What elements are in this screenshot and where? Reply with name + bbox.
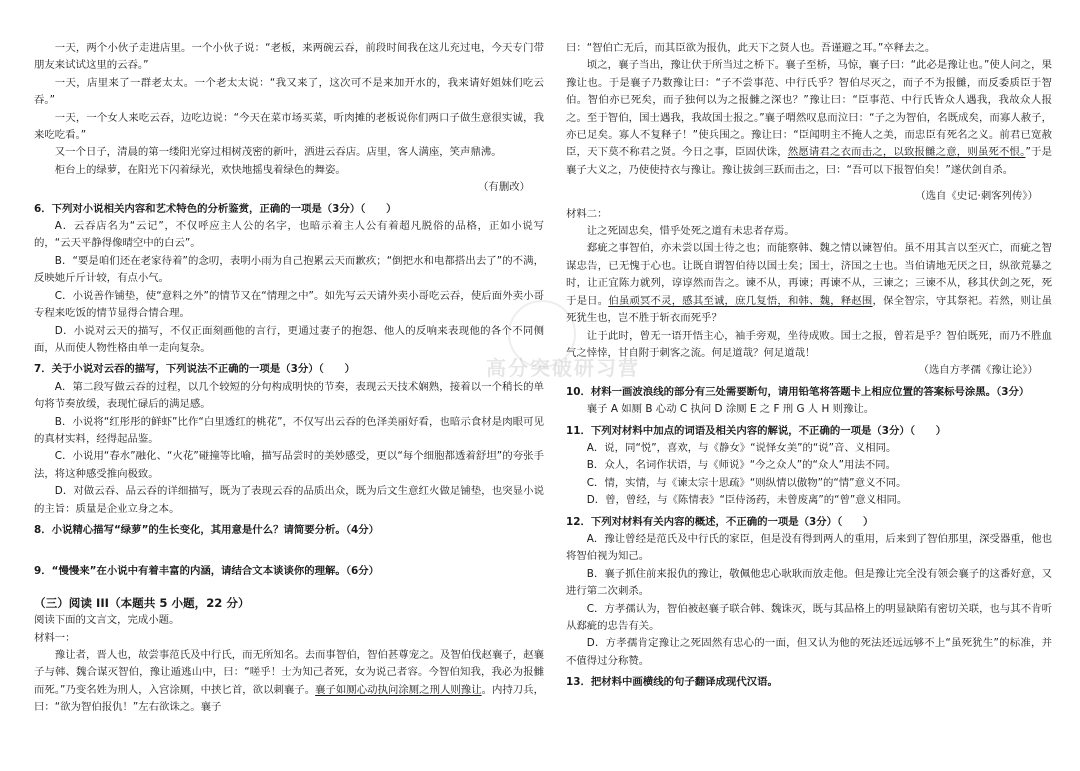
question-6-option-b: B．“要是咱们还在老家待着”的念叨，表明小雨为自己抱累云天而歉疚；“倒把水和电都搭出去了”的不满，反映她斤斤计较，有点小气。 [34,254,544,285]
left-column [34,40,544,717]
question-6-option-a: A．云吞店名为“云记”，不仅呼应主人公的名字，也暗示着主人公有着超凡脱俗的品格，正如小说写的，“云天平静得像晴空中的白云”。 [34,220,544,250]
underlined-sentence-1: 然愿请君之衣而击之，以致报雠之意，则虽死不恨。 [787,146,1026,159]
question-12-option-d: D．方孝孺肯定豫让之死固然有忠心的一面，但又认为他的死法还远远够不上“虽死犹生”的标准，并不值得过分称赞。 [566,637,1052,667]
story-paragraph: 一天，一个女人来吃云吞，边吃边说：“今天在菜市场买菜，听肉摊的老板说你们两口子做生意很实诚，我来吃吃看。” [34,111,544,142]
question-12-stem: 12．下列对材料有关内容的概述，不正确的一项是（3分）（ ） [566,515,874,528]
material-1-para2-after: ”于是襄子大义之，乃使使持衣与豫让。豫让拔剑三跃而击之，曰：“吾可以下报智伯矣！”遂伏剑自杀。 [566,146,1052,176]
question-6-option-c: C．小说善作铺垫，使“意料之外”的情节又在“情理之中”。如先写云天请外卖小哥吃云吞，使后面外卖小哥专程来吃饭的情节显得合情合理。 [34,289,544,320]
question-7-option-d: D．对做云吞、品云吞的详细描写，既为了表现云吞的品质出众，既为后文生意红火做足铺垫，也突显小说的主旨：质量是企业立身之本。 [34,485,544,515]
question-11-option-c: C．情，实情，与《谏太宗十思疏》“则纵情以傲物”的“情”意义不同。 [586,476,907,489]
question-9: 9．“慢慢来”在小说中有着丰富的内涵，请结合文本谈谈你的理解。（6分） [34,565,380,578]
watermark-text: 高分突破研习营 [486,356,640,380]
material-1-continued: 曰：“智伯亡无后，而其臣欲为报仇，此天下之贤人也。吾谨避之耳。”卒释去之。 [566,42,936,54]
question-12-option-a: A．豫让曾经是范氏及中行氏的家臣，但是没有得到两人的重用，后来到了智伯那里，深受器重，他也将智伯视为知己。 [566,532,1052,563]
material-1-text-after: 。内持刀兵，曰：“欲为智伯报仇！”左右欲诛之。襄子 [34,683,545,714]
material-1-text [34,647,544,717]
question-7-option-b: B．小说将“红彤彤的鲜虾”比作“白里透红的桃花”，不仅写出云吞的色泽美丽好看，也暗示食材是肉眼可见的真材实料，经得起品鉴。 [34,415,544,445]
question-13: 13．把材料中画横线的句子翻译成现代汉语。 [566,676,778,689]
story-paragraph: 一天，两个小伙子走进店里。一个小伙子说：“老板，来两碗云吞，前段时间我在这儿充过电，今天专门带朋友来试试这里的云吞。” [34,42,544,72]
question-7-option-c: C．小说用“春水”融化、“火花”碰撞等比喻，描写品尝时的美妙感受，更以“每个细胞都透着舒坦”的夸张手法，将这种感受推向极致。 [34,450,544,480]
question-8: 8．小说精心描写“绿萝”的生长变化，其用意是什么？请简要分析。（4分） [34,523,380,536]
question-12-option-c: C．方孝孺认为，智伯被赵襄子联合韩、魏诛灭，既与其品格上的明显缺陷有密切关联，也与其不肯听从郄疵的忠告有关。 [566,602,1052,632]
question-11-stem: 11．下列对材料中加点的词语及相关内容的解说，不正确的一项是（3分）（ ） [566,424,947,437]
material-2-para2-before: 郄疵之事智伯，亦未尝以国士待之也；而能察韩、魏之情以谏智伯。虽不用其言以至灭亡，而疵之智谋忠告，已无愧于心也。让既自谓智伯待以国士矣；国士，济国之士也。当伯请地无厌之日，纵欲荒暴之时，让正宜陈力就列，谆谆然而告之。谏不从，再谏；再谏不从，三谏之；三谏不从，移其伏剑之死，死于是日。 [566,242,1052,307]
source-note: （有删改） [478,181,530,194]
story-paragraph: 柜台上的绿萝，在阳光下闪着绿光，欢快地摇曳着绿色的舞姿。 [54,163,346,176]
material-1-text-before: 豫让者，晋人也，故尝事范氏及中行氏，而无所知名。去而事智伯，智伯甚尊宠之。及智伯伐赵襄子，赵襄子与韩、魏合谋灭智伯，豫让遁逃山中，曰：“嗟乎！士为知己者死，女为说己者容。今智伯知我，我必为报雠而死。”乃变名姓为刑人，入宫涂厕，中挟匕首，欲以刺襄子。 [34,649,544,696]
question-6-stem: 6．下列对小说相关内容和艺术特色的分析鉴赏，正确的一项是（3分）（ ） [34,202,397,215]
wavy-underlined-sentence: 襄子如厕心动执问涂厕之刑人则豫让 [315,683,482,696]
question-10-letters: 襄子 A 如厕 B 心动 C 执问 D 涂厕 E 之 F 刑 G 人 H 则豫让。 [586,403,875,416]
question-7-option-a: A．第二段写做云吞的过程，以几个较短的分句构成明快的节奏，表现云天技术娴熟，接着以一个稍长的单句将节奏放缓，表现忙碌后的满足感。 [34,380,544,411]
underlined-sentence-2: 伯虽顽冥不灵，感其至诚，庶几复悟，和韩、魏，释赵围 [608,294,873,307]
source-2: （选自方孝孺《豫让论》） [918,364,1038,377]
material-1-paragraph-2 [566,57,1052,179]
material-2-paragraph-2 [566,240,1052,327]
material-1-para2-before: 顷之，襄子当出，豫让伏于所当过之桥下。襄子至桥，马惊，襄子曰：“此必是豫让也。”使人问之，果豫让也。于是襄子乃数豫让曰：“子不尝事范、中行氏乎？智伯尽灭之，而子不为报雠，而反委质臣于智伯。智伯亦已死矣，而子独何以为之报雠之深也？”豫让曰：“臣事范、中行氏皆众人遇我，我故众人报之。至于智伯，国士遇我，我故国士报之。”襄子喟然叹息而泣曰：“子之为智伯，名既成矣，而寡人赦子，亦已足矣。寡人不复释子！”使兵围之。豫让曰：“臣闻明主不掩人之美，而忠臣有死名之义。前君已宽赦臣，天下莫不称君之贤。今日之事，臣固伏诛， [566,59,1052,159]
material-2-paragraph-1: 让之死固忠矣，惜乎处死之道有未忠者存焉。 [586,225,795,238]
source-1: （选自《史记·刺客列传》） [915,190,1038,203]
question-12-option-b: B．襄子抓住前来报仇的豫让，敬佩他忠心耿耿而放走他。但是豫让完全没有领会襄子的这番好意，又进行第二次刺杀。 [566,567,1052,598]
question-11-option-b: B．众人，名词作状语，与《师说》“今之众人”的“众人”用法不同。 [586,459,897,472]
material-2-paragraph-3: 让于此时，曾无一语开悟主心，袖手旁观，坐待成败。国士之报，曾若是乎？智伯既死，而乃不胜血气之悻悻，甘自附于刺客之流。何足道哉？何足道哉！ [566,329,1052,359]
question-6-option-d: D．小说对云天的描写，不仅正面刻画他的言行，更通过妻子的抱怨、他人的反响来表现他的各个不同侧面，从而使人物性格由单一走向复杂。 [34,324,544,354]
question-11-option-d: D．曾，曾经，与《陈情表》“臣侍汤药，未曾废离”的“曾”意义相同。 [586,494,908,507]
question-11-option-a: A．说，同“悦”，喜欢，与《静女》“说怿女美”的“说”音、义相同。 [586,441,897,454]
question-7-stem: 7．关于小说对云吞的描写，下列说法不正确的一项是（3分）（ ） [34,363,355,376]
story-paragraph: 一天，店里来了一群老太太。一个老太太说：“我又来了，这次可不是来加开水的，我来请好姐妹们吃云吞。” [34,76,544,107]
story-paragraph: 又一个日子，清晨的第一缕阳光穿过相树茂密的新叶，洒进云吞店。店里，客人满座，笑声鼎沸。 [54,146,502,159]
material-2-para2-after: ，保全智宗，守其祭祀。若然，则让虽死犹生也，岂不胜于斩衣而死乎？ [566,294,1053,325]
question-10-stem: 10．材料一画波浪线的部分有三处需要断句，请用铅笔将答题卡上相应位置的答案标号涂黑。（3分） [566,385,1030,398]
section-3-instruction: 阅读下面的文言文，完成小题。 [34,614,180,627]
material-2-label: 材料二： [566,207,608,220]
material-1-label: 材料一： [34,631,76,644]
section-3-title: （三）阅读 III（本题共 5 小题，22 分） [34,595,250,610]
